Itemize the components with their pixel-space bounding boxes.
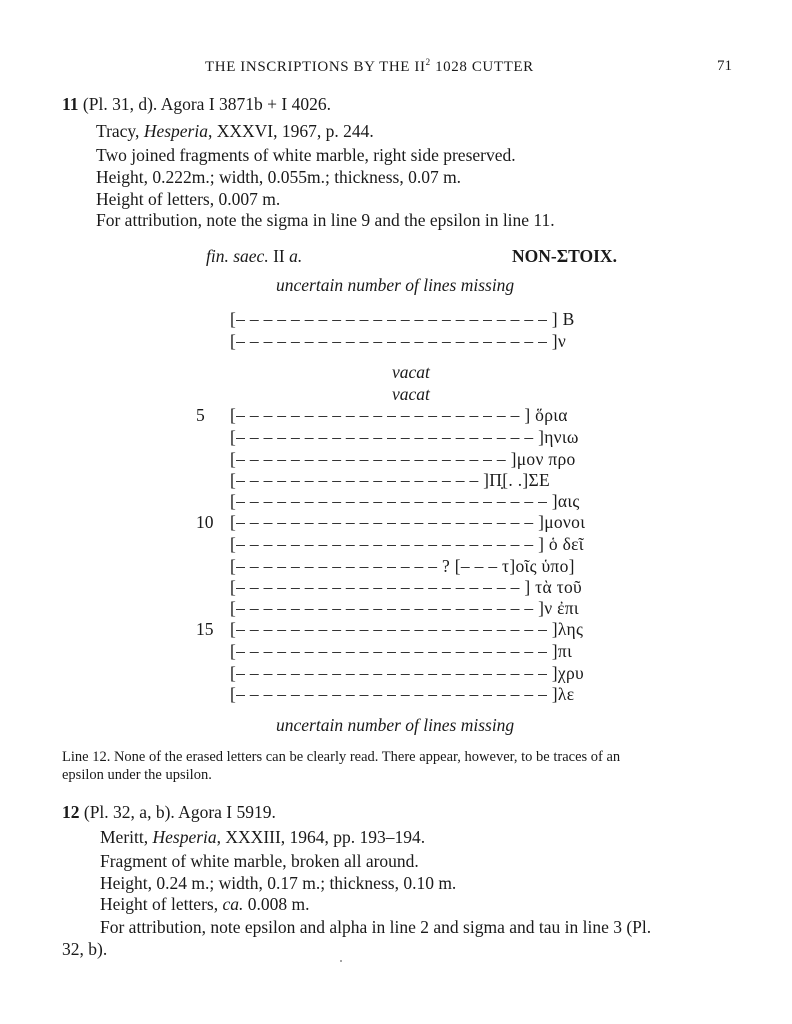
inscription-line: [– – – – – – – – – – – – – – – – – – – – – – – ]ν bbox=[230, 331, 567, 351]
entry-12-bibliography: Meritt, Hesperia, XXXIII, 1964, pp. 193–194. bbox=[100, 827, 426, 847]
line-number: 10 bbox=[196, 512, 214, 532]
inscription-line: [– – – – – – – – – – – – – – – ? [– – – τ]οῖς ὑπο] bbox=[230, 556, 575, 576]
entry-12-attribution: For attribution, note epsilon and alpha in line 2 and sigma and tau in line 3 (Pl. bbox=[100, 917, 652, 937]
running-header: THE INSCRIPTIONS BY THE $II^2$ 1028 CUTTER bbox=[205, 57, 534, 75]
stoichedon-label: NON-ΣΤΟΙΧ. bbox=[512, 246, 617, 266]
entry-12-description: Fragment of white marble, broken all around. bbox=[100, 851, 419, 871]
inscription-line: [– – – – – – – – – – – – – – – – – – ]Π̣[. .]ΣΕ bbox=[230, 470, 550, 490]
inscription-line: [– – – – – – – – – – – – – – – – – – – – – ] τὰ τοῦ bbox=[230, 577, 582, 597]
entry-11-dimensions: Height, 0.222m.; width, 0.055m.; thickness, 0.07 m. bbox=[96, 167, 462, 187]
entry-12-letter-height: Height of letters, ca. 0.008 m. bbox=[100, 894, 310, 914]
inscription-line: [– – – – – – – – – – – – – – – – – – – – – – ] ὁ δεῖ bbox=[230, 534, 584, 554]
lines-missing-bottom: uncertain number of lines missing bbox=[276, 715, 515, 735]
inscription-line: [– – – – – – – – – – – – – – – – – – – – – – – ]αις bbox=[230, 491, 580, 511]
inscription-line: [– – – – – – – – – – – – – – – – – – – – – – – ]πι bbox=[230, 641, 573, 661]
inscription-line: [– – – – – – – – – – – – – – – – – – – – – – – ]χρυ bbox=[230, 663, 584, 683]
inscription-line: [– – – – – – – – – – – – – – – – – – – – – – – ]λε bbox=[230, 684, 575, 704]
entry-11-description: Two joined fragments of white marble, right side preserved. bbox=[96, 145, 516, 165]
inscription-line: [– – – – – – – – – – – – – – – – – – – – – ] ὅρια bbox=[230, 405, 568, 425]
inscription-line: [– – – – – – – – – – – – – – – – – – – – – – – ]λης bbox=[230, 619, 584, 639]
print-speck bbox=[340, 960, 342, 962]
line-number: 5 bbox=[196, 405, 205, 425]
commentary-line-12: Line 12. None of the erased letters can be clearly read. There appear, however, to be traces of an bbox=[62, 749, 621, 765]
inscription-line: [– – – – – – – – – – – – – – – – – – – – – – ]μονοι bbox=[230, 512, 586, 532]
inscription-line: [– – – – – – – – – – – – – – – – – – – – – – ]ηνιω bbox=[230, 427, 579, 447]
entry-11-letter-height: Height of letters, 0.007 m. bbox=[96, 189, 281, 209]
vacat-2: vacat bbox=[392, 384, 430, 404]
inscription-line: [– – – – – – – – – – – – – – – – – – – – – – – ] Β bbox=[230, 309, 575, 329]
entry-11-bibliography: Tracy, Hesperia, XXXVI, 1967, p. 244. bbox=[96, 121, 374, 141]
line-number: 15 bbox=[196, 619, 214, 639]
entry-11-heading: 11 (Pl. 31, d). Agora I 3871b + I 4026. bbox=[62, 94, 331, 114]
inscription-line: [– – – – – – – – – – – – – – – – – – – – – – ]ν ἐπι bbox=[230, 598, 579, 618]
entry-12-heading: 12 (Pl. 32, a, b). Agora I 5919. bbox=[62, 802, 276, 822]
vacat-1: vacat bbox=[392, 362, 430, 382]
inscription-date: fin. saec. II a. bbox=[206, 246, 303, 266]
commentary-line-12-cont: epsilon under the upsilon. bbox=[62, 767, 212, 783]
entry-12-attribution-cont: 32, b). bbox=[62, 939, 108, 959]
page-number: 71 bbox=[717, 58, 732, 74]
inscription-line: [– – – – – – – – – – – – – – – – – – – – ]μον προ bbox=[230, 449, 576, 469]
entry-11-attribution: For attribution, note the sigma in line 9 and the epsilon in line 11. bbox=[96, 210, 555, 230]
lines-missing-top: uncertain number of lines missing bbox=[276, 275, 515, 295]
entry-12-dimensions: Height, 0.24 m.; width, 0.17 m.; thickness, 0.10 m. bbox=[100, 873, 457, 893]
